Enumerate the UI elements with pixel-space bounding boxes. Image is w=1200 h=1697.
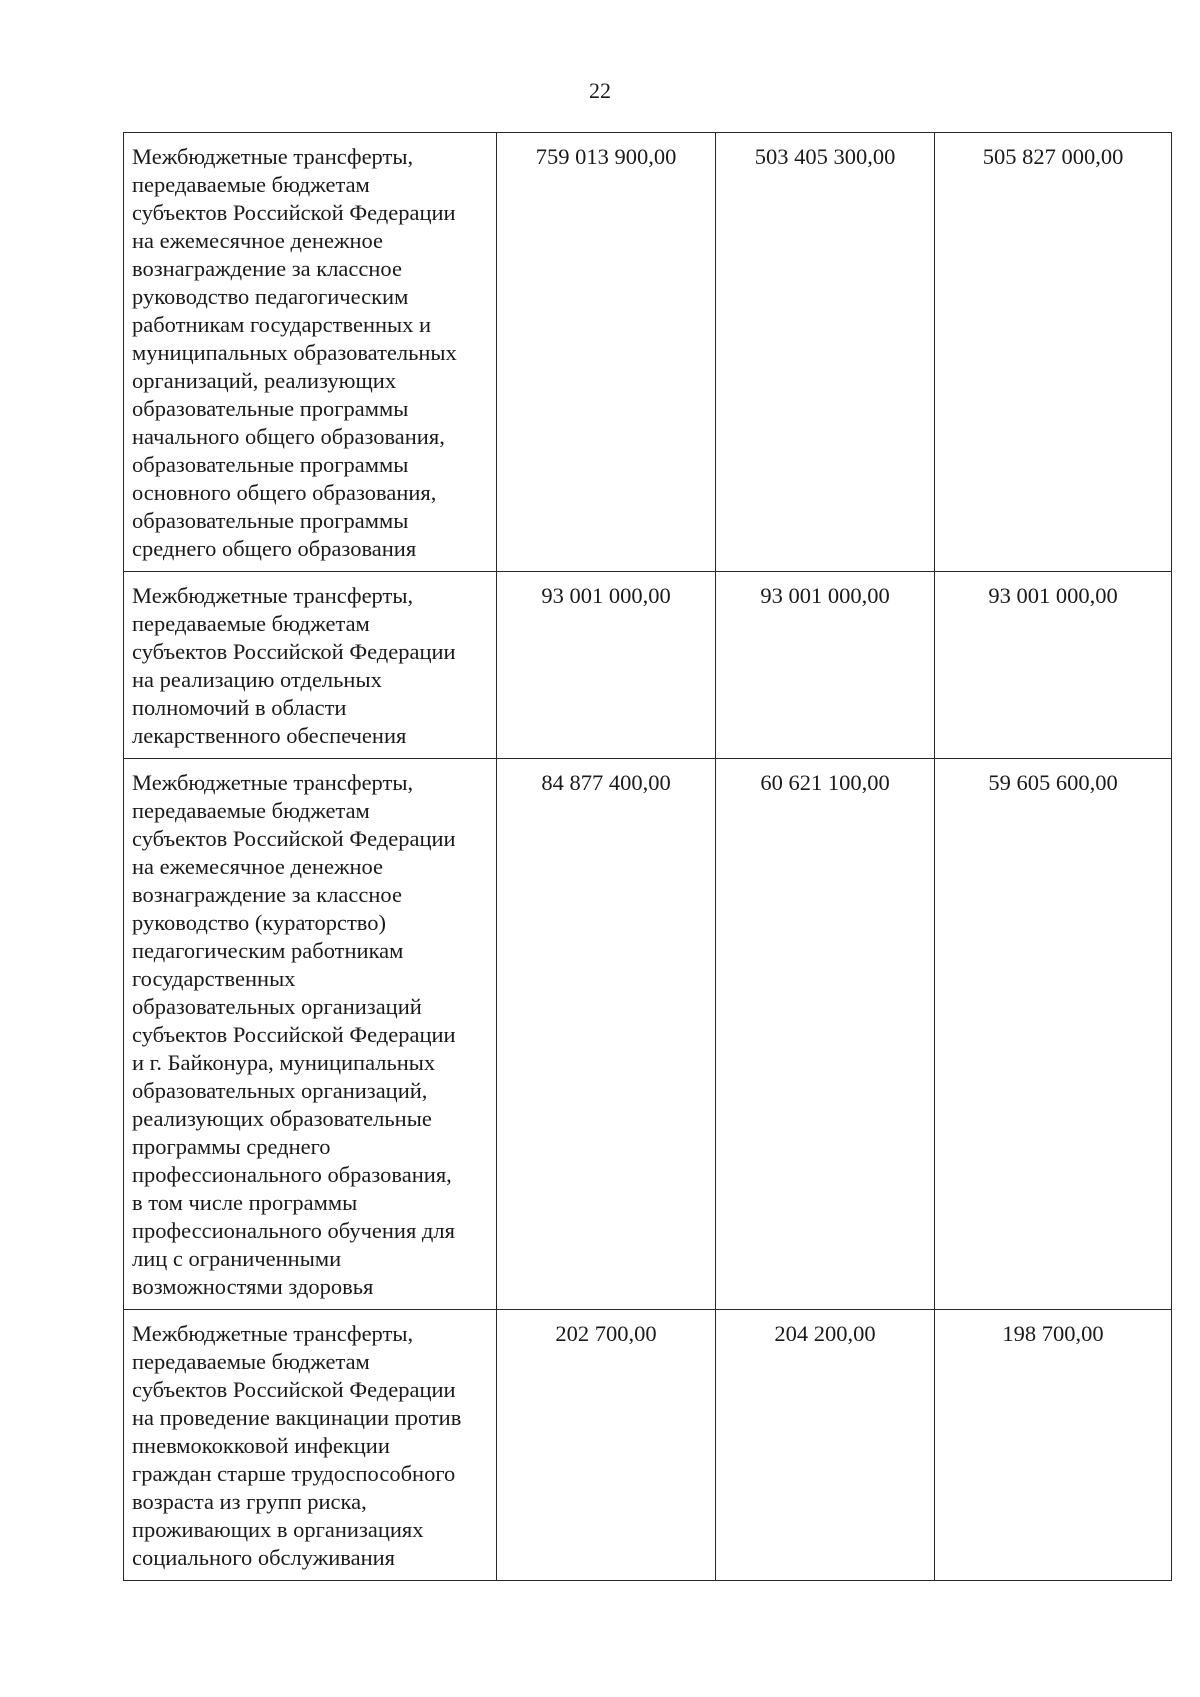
amount-cell: 198 700,00: [935, 1310, 1172, 1581]
description-line: государственных: [132, 966, 296, 991]
amount-cell: 59 605 600,00: [935, 759, 1172, 1310]
description-line: передаваемые бюджетам: [132, 798, 370, 823]
description-line: лиц с ограниченными: [132, 1246, 342, 1271]
description-line: образовательных организаций,: [132, 1078, 428, 1103]
description-line: основного общего образования,: [132, 480, 437, 505]
description-line: организаций, реализующих: [132, 368, 397, 393]
description-line: реализующих образовательные: [132, 1106, 432, 1131]
row-description: [124, 759, 497, 1310]
description-line: передаваемые бюджетам: [132, 172, 370, 197]
table-row: [124, 572, 1172, 759]
amount-cell: 503 405 300,00: [716, 133, 935, 572]
description-line: на реализацию отдельных: [132, 667, 382, 692]
description-line: муниципальных образовательных: [132, 340, 457, 365]
description-line: руководство педагогическим: [132, 284, 409, 309]
amount-cell: 84 877 400,00: [497, 759, 716, 1310]
row-description: [124, 572, 497, 759]
amount-cell: 759 013 900,00: [497, 133, 716, 572]
description-line: работникам государственных и: [132, 312, 432, 337]
description-line: граждан старше трудоспособного: [132, 1461, 456, 1486]
description-line: в том числе программы: [132, 1190, 358, 1215]
amount-cell: 60 621 100,00: [716, 759, 935, 1310]
description-line: образовательных организаций: [132, 994, 422, 1019]
amount-cell: 202 700,00: [497, 1310, 716, 1581]
description-line: среднего общего образования: [132, 536, 417, 561]
description-line: лекарственного обеспечения: [132, 723, 407, 748]
description-line: вознаграждение за классное: [132, 882, 402, 907]
description-line: на ежемесячное денежное: [132, 228, 384, 253]
description-line: профессионального обучения для: [132, 1218, 455, 1243]
page-number: 22: [589, 78, 611, 103]
description-line: субъектов Российской Федерации: [132, 826, 456, 851]
table-row: [124, 1310, 1172, 1581]
amount-cell: 93 001 000,00: [935, 572, 1172, 759]
amount-cell: 204 200,00: [716, 1310, 935, 1581]
description-line: педагогическим работникам: [132, 938, 404, 963]
description-line: возраста из групп риска,: [132, 1489, 367, 1514]
description-line: вознаграждение за классное: [132, 256, 402, 281]
description-line: и г. Байконура, муниципальных: [132, 1050, 436, 1075]
amount-cell: 93 001 000,00: [497, 572, 716, 759]
amount-cell: 505 827 000,00: [935, 133, 1172, 572]
row-description: [124, 1310, 497, 1581]
description-line: руководство (кураторство): [132, 910, 387, 935]
description-line: полномочий в области: [132, 695, 347, 720]
description-line: программы среднего: [132, 1134, 331, 1159]
description-line: субъектов Российской Федерации: [132, 639, 456, 664]
table-row: [124, 759, 1172, 1310]
description-line: начального общего образования,: [132, 424, 445, 449]
description-line: на проведение вакцинации против: [132, 1405, 462, 1430]
description-line: образовательные программы: [132, 452, 409, 477]
description-line: возможностями здоровья: [132, 1274, 374, 1299]
description-line: передаваемые бюджетам: [132, 1349, 370, 1374]
budget-table: [123, 132, 1172, 1581]
description-line: социального обслуживания: [132, 1545, 396, 1570]
amount-cell: 93 001 000,00: [716, 572, 935, 759]
description-line: субъектов Российской Федерации: [132, 200, 456, 225]
description-line: образовательные программы: [132, 396, 409, 421]
description-line: пневмококковой инфекции: [132, 1433, 390, 1458]
description-line: Межбюджетные трансферты,: [132, 1321, 414, 1346]
row-description: [124, 133, 497, 572]
description-line: Межбюджетные трансферты,: [132, 144, 414, 169]
description-line: профессионального образования,: [132, 1162, 452, 1187]
description-line: передаваемые бюджетам: [132, 611, 370, 636]
table-row: [124, 133, 1172, 572]
description-line: субъектов Российской Федерации: [132, 1022, 456, 1047]
description-line: Межбюджетные трансферты,: [132, 770, 414, 795]
description-line: проживающих в организациях: [132, 1517, 424, 1542]
description-line: Межбюджетные трансферты,: [132, 583, 414, 608]
description-line: на ежемесячное денежное: [132, 854, 384, 879]
description-line: образовательные программы: [132, 508, 409, 533]
description-line: субъектов Российской Федерации: [132, 1377, 456, 1402]
